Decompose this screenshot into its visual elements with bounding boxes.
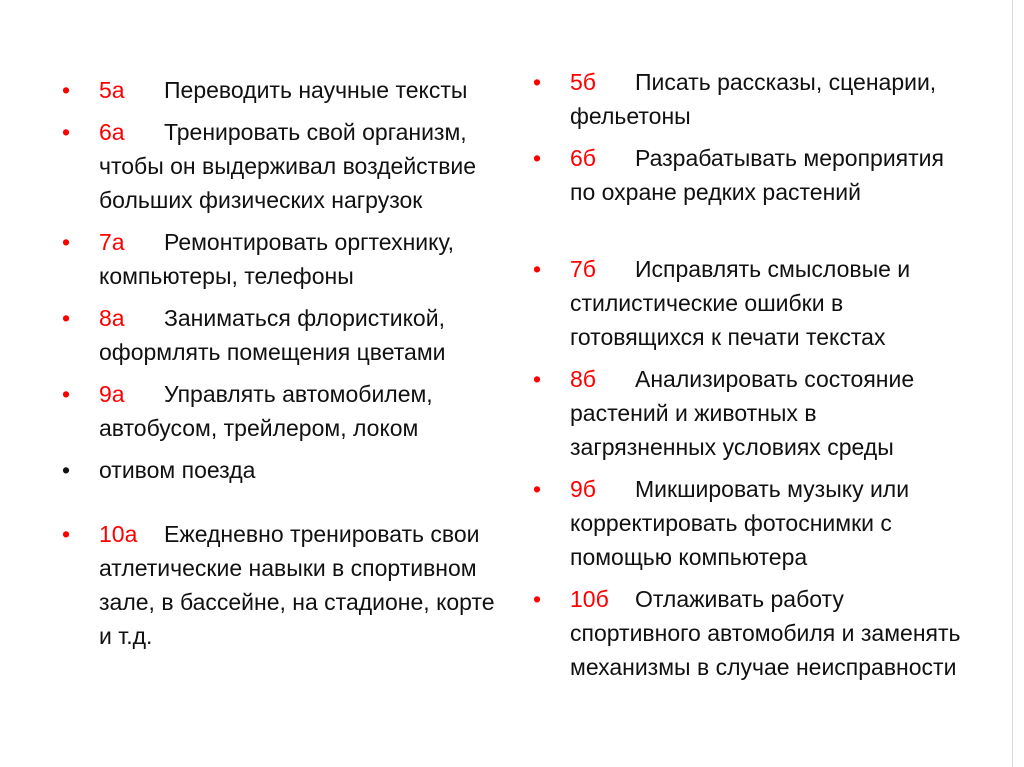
list-item-10b <box>531 582 961 684</box>
list-item-8b <box>531 362 961 464</box>
bullet-icon: • <box>61 119 71 145</box>
item-code: 8б <box>570 366 596 392</box>
list-item-6b <box>531 141 961 209</box>
spacer <box>60 495 500 517</box>
bullet-icon: • <box>61 229 71 255</box>
list-item-continuation <box>60 453 500 487</box>
item-code: 10а <box>99 521 138 547</box>
item-code: 9а <box>99 381 125 407</box>
bullet-icon: • <box>532 69 542 95</box>
bullet-icon: • <box>532 366 542 392</box>
list-item-9a <box>60 377 500 445</box>
bullet-icon: • <box>61 457 71 483</box>
item-text: Переводить научные тексты <box>164 77 468 103</box>
item-text: Ремонтировать оргтехнику, компьютеры, телефоны <box>99 229 455 289</box>
item-text: Исправлять смысловые и стилистические ошибки в готовящихся к печати текстах <box>570 256 911 350</box>
bullet-icon: • <box>61 77 71 103</box>
bullet-icon: • <box>61 305 71 331</box>
item-text: Ежедневно тренировать свои атлетические навыки в спортивном зале, в бассейне, на стадионе, корте и т.д. <box>99 521 495 649</box>
item-text: отивом поезда <box>99 457 256 483</box>
list-item-7b <box>531 252 961 354</box>
item-code: 6б <box>570 145 596 171</box>
bullet-icon: • <box>532 256 542 282</box>
bullet-icon: • <box>61 381 71 407</box>
list-item-6a <box>60 115 500 217</box>
item-code: 5б <box>570 69 596 95</box>
list-item-8a <box>60 301 500 369</box>
item-code: 6а <box>99 119 125 145</box>
list-item-5b <box>531 65 961 133</box>
list-item-9b <box>531 472 961 574</box>
bullet-icon: • <box>532 586 542 612</box>
item-code: 8а <box>99 305 125 331</box>
bullet-icon: • <box>532 476 542 502</box>
bullet-icon: • <box>61 521 71 547</box>
slide-edge-rule <box>1012 0 1013 767</box>
list-item-7a <box>60 225 500 293</box>
item-text: Управлять автомобилем, автобусом, трейлером, локом <box>99 381 433 441</box>
spacer <box>531 217 961 252</box>
list-item-10a <box>60 517 500 653</box>
item-code: 9б <box>570 476 596 502</box>
item-text: Анализировать состояние растений и животных в загрязненных условиях среды <box>570 366 915 460</box>
item-text: Тренировать свой организм, чтобы он выдерживал воздействие больших физических нагрузок <box>99 119 477 213</box>
item-text: Заниматься флористикой, оформлять помещения цветами <box>99 305 446 365</box>
item-code: 5а <box>99 77 125 103</box>
item-text: Разрабатывать мероприятия по охране редких растений <box>570 145 944 205</box>
item-text: Микшировать музыку или корректировать фотоснимки с помощью компьютера <box>570 476 910 570</box>
item-code: 7а <box>99 229 125 255</box>
right-column <box>531 65 961 692</box>
left-column <box>60 73 500 661</box>
item-text: Отлаживать работу спортивного автомобиля и заменять механизмы в случае неисправности <box>570 586 961 680</box>
list-item-5a <box>60 73 500 107</box>
item-text: Писать рассказы, сценарии, фельетоны <box>570 69 937 129</box>
item-code: 7б <box>570 256 596 282</box>
item-code: 10б <box>570 586 609 612</box>
bullet-icon: • <box>532 145 542 171</box>
